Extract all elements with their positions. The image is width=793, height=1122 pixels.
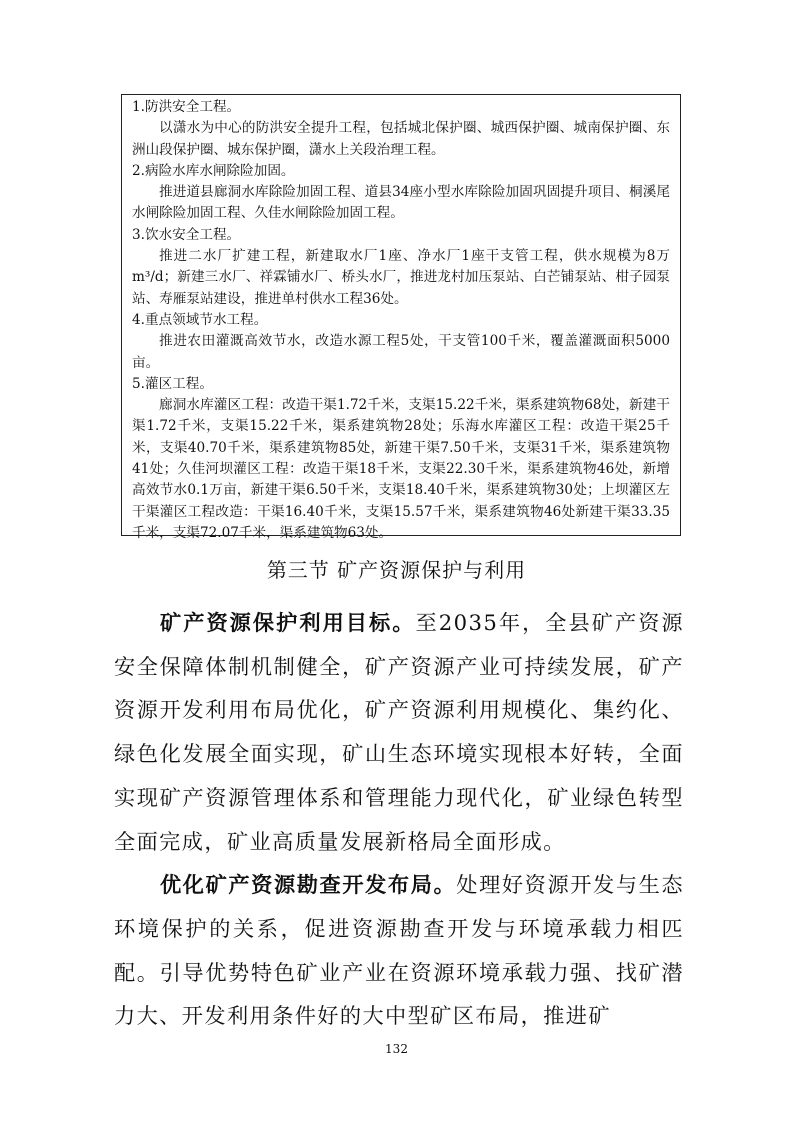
section-title: 第三节 矿产资源保护与利用	[266, 558, 527, 582]
box-text-drinking-water: 推进二水厂扩建工程，新建取水厂1座、净水厂1座干支管工程，供水规模为8万m³/d；新建三水厂、祥霖铺水厂、桥头水厂，推进龙村加压泵站、白芒铺泵站、柑子园泵站、寿雁泵站建设，推进单村供水工程36处。	[132, 248, 670, 307]
box-text-flood: 以潇水为中心的防洪安全提升工程，包括城北保护圈、城西保护圈、城南保护圈、东洲山段保护圈、城东保护圈，潇水上关段治理工程。	[132, 120, 670, 158]
paragraph-text: 至2035年，全县矿产资源安全保障体制机制健全，矿产资源产业可持续发展，矿产资源开发利用布局优化，矿产资源利用规模化、集约化、绿色化发展全面实现，矿山生态环境实现根本好转，全面实现矿产资源管理体系和管理能力现代化，矿业绿色转型全面完成，矿业高质量发展新格局全面形成。	[114, 610, 685, 854]
body-text	[114, 601, 684, 1038]
paragraph-text: 处理好资源开发与生态环境保护的关系，促进资源勘查开发与环境承载力相匹配。引导优势特色矿业产业在资源环境承载力强、找矿潜力大、开发利用条件好的大中型矿区布局，推进矿	[114, 872, 684, 1029]
box-heading-drinking-water: 3.饮水安全工程。	[132, 226, 241, 243]
box-heading-irrigation: 5.灌区工程。	[132, 375, 213, 392]
box-heading-reservoir: 2.病险水库水闸除险加固。	[132, 162, 295, 179]
box-heading-flood: 1.防洪安全工程。	[132, 99, 241, 115]
project-box	[121, 94, 681, 541]
box-text-irrigation: 廊洞水库灌区工程：改造干渠1.72千米，支渠15.22千米，渠系建筑物68处，新建干渠1.72千米，支渠15.22千米，渠系建筑物28处；乐海水库灌区工程：改造干渠25千米，支渠40.70千米，渠系建筑物85处，新建干渠7.50千米，支渠31千米，渠系建筑物41处；久佳河坝灌区工程：改造干渠18千米，支渠22.30千米，渠系建筑物46处，新增高效节水0.1万亩，新建干渠6.50千米，支渠18.40千米，渠系建筑物30处；上坝灌区左干渠灌区工程改造：干渠16.40千米，支渠15.57千米，渠系建筑物46处新建干渠33.35千米，支渠72.07千米，渠系建筑物63处。	[132, 397, 670, 541]
box-heading-water-saving: 4.重点领域节水工程。	[132, 311, 268, 328]
paragraph-lead: 优化矿产资源勘查开发布局。	[160, 872, 457, 898]
page-number: 132	[385, 1042, 408, 1056]
box-text-reservoir: 推进道县廊洞水库除险加固工程、道县34座小型水库除险加固巩固提升项目、桐溪尾水闸除险加固工程、久佳水闸除险加固工程。	[132, 184, 670, 222]
box-text-water-saving: 推进农田灌溉高效节水，改造水源工程5处，干支管100千米，覆盖灌溉面积5000亩。	[132, 333, 670, 371]
paragraph-layout	[114, 863, 684, 1038]
paragraph-lead: 矿产资源保护利用目标。	[160, 610, 416, 635]
paragraph-targets	[114, 601, 684, 863]
